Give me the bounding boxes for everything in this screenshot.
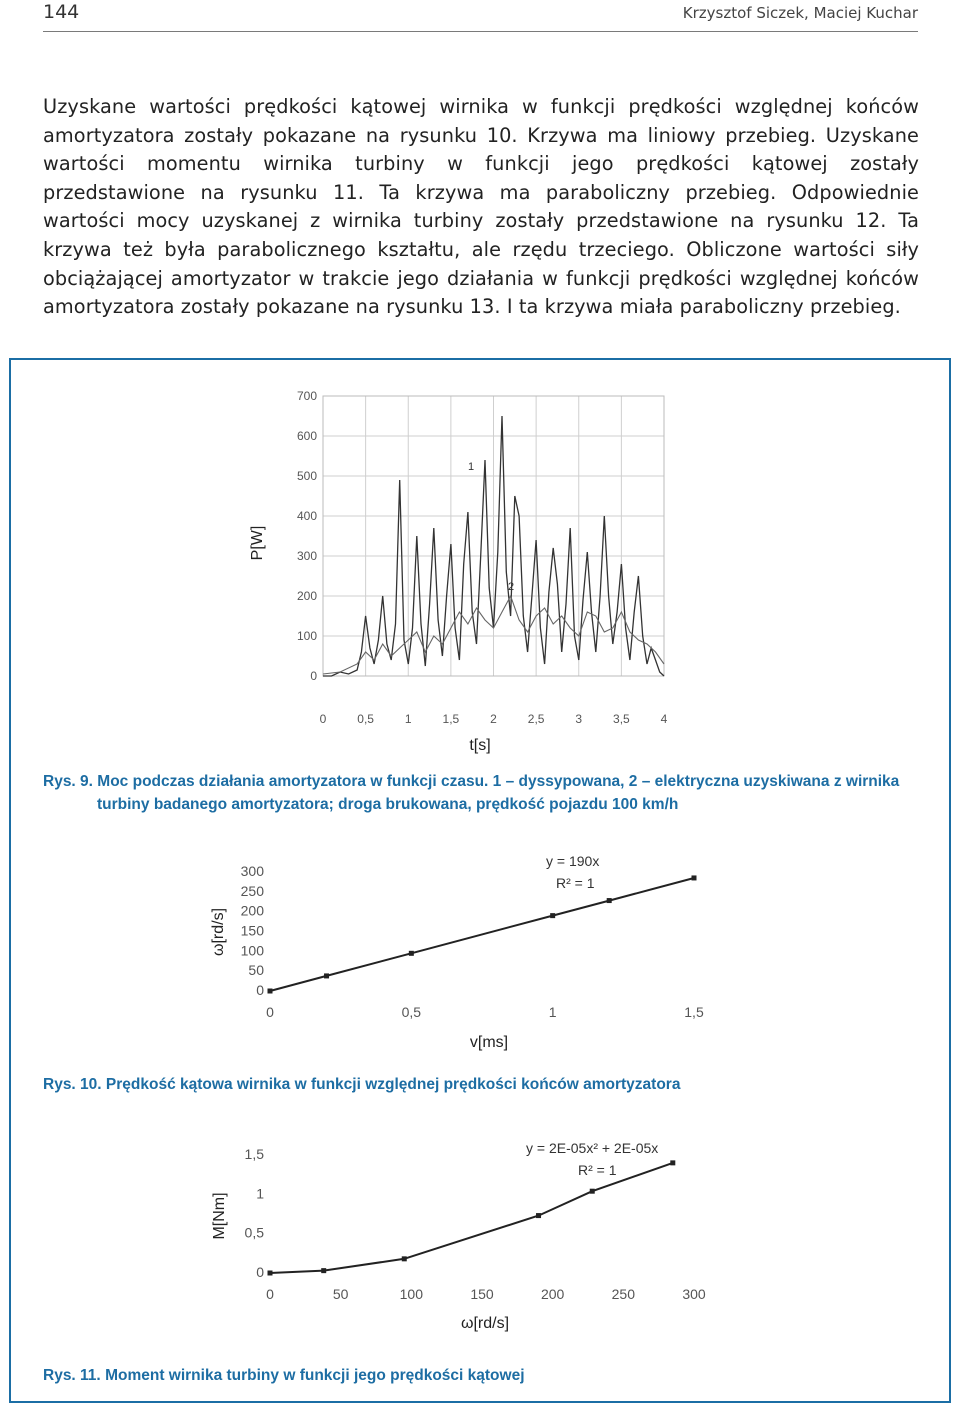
chart2-trend-r2: R² = 1 (556, 875, 595, 891)
chart1-ytick: 700 (296, 389, 317, 403)
figure-11-caption (43, 1364, 913, 1387)
chart3-xtick: 250 (611, 1286, 636, 1302)
chart1-xtick: 3,5 (613, 712, 630, 726)
chart2-xtick: 0 (266, 1004, 274, 1020)
figure-10-caption (43, 1073, 913, 1096)
chart1-xtick: 3 (575, 712, 583, 726)
chart2-ytick: 150 (240, 922, 264, 939)
chart3-xtick: 50 (332, 1286, 349, 1302)
chart1-ylabel: P[W] (249, 525, 266, 561)
chart3-ytick: 0,5 (244, 1224, 264, 1241)
chart3-ylabel: M[Nm] (211, 1192, 228, 1240)
chart1-annotation-2: 2 (508, 581, 515, 593)
figure-11-text: Moment wirnika turbiny w funkcji jego prędkości kątowej (105, 1367, 525, 1384)
chart3-ytick: 0 (256, 1264, 264, 1280)
chart2-ytick: 300 (240, 863, 264, 879)
running-head-authors: Krzysztof Siczek, Maciej Kuchar (682, 4, 918, 22)
chart1-xtick: 4 (660, 712, 668, 726)
chart2-xlabel: v[ms] (469, 1034, 509, 1051)
figure-9-text: Moc podczas działania amortyzatora w funkcji czasu. 1 – dyssypowana, 2 – elektryczna uzyskiwana z wirnika turbiny badanego amortyzatora; droga brukowana, prędkość pojazdu 100 km/h (97, 773, 900, 813)
chart3-ytick: 1 (256, 1185, 264, 1202)
chart1-ytick: 100 (296, 629, 317, 643)
chart2-xtick: 1 (548, 1004, 557, 1020)
chart1-xtick: 2 (490, 712, 497, 726)
chart3-trend-r2: R² = 1 (578, 1162, 617, 1178)
chart1-ytick: 0 (310, 669, 317, 683)
chart3-xtick: 100 (399, 1286, 424, 1302)
body-paragraph: Uzyskane wartości prędkości kątowej wirnika w funkcji prędkości względnej końców amortyzatora zostały pokazane na rysunku 10. Krzywa ma liniowy przebieg. Uzyskane wartości momentu wirnika turbiny w funkcji jego prędkości kątowej zostały przedstawione na rysunku 11. Ta krzywa ma paraboliczny przebieg. Odpowiednie wartości mocy uzyskanej z wirnika turbiny zostały przedstawione na rysunku 12. Ta krzywa też była parabolicznego kształtu, ale rzędu trzeciego. Obliczone wartości siły obciążającej amortyzator w trakcie jego działania w funkcji prędkości względnej końców amortyzatora zostały pokazane na rysunku 13. I ta krzywa miała paraboliczny przebieg. (43, 95, 919, 319)
chart1-xlabel: t[s] (469, 737, 491, 754)
chart3-xtick: 200 (540, 1286, 565, 1302)
page-header (43, 0, 918, 32)
chart1-ytick: 200 (296, 589, 317, 603)
page-number: 144 (43, 1, 80, 23)
figure-9-label: Rys. 9. (43, 773, 93, 790)
chart1-ytick: 300 (296, 549, 317, 563)
chart2-ytick: 250 (240, 882, 264, 899)
chart2-ytick: 100 (240, 942, 264, 959)
chart1-xtick: 0,5 (357, 712, 374, 726)
chart1-annotation-1: 1 (468, 461, 475, 473)
chart3-xtick: 0 (266, 1286, 274, 1302)
figure-10-label: Rys. 10. (43, 1076, 102, 1093)
chart2-ytick: 200 (240, 902, 264, 919)
chart2-ytick: 0 (256, 982, 264, 998)
chart1-ytick: 500 (296, 469, 317, 483)
figure-10-text: Prędkość kątowa wirnika w funkcji względnej prędkości końców amortyzatora (105, 1076, 681, 1093)
chart1-ytick: 600 (296, 429, 317, 443)
chart3-xtick: 150 (470, 1286, 494, 1302)
figure-frame (9, 358, 951, 1403)
chart2-trend-equation: y = 190x (546, 853, 600, 869)
chart1-xtick: 1,5 (442, 712, 460, 726)
chart1-xtick: 1 (404, 712, 412, 726)
chart2-ylabel: ω[rd/s] (210, 907, 227, 957)
chart1-xtick: 2,5 (527, 712, 545, 726)
chart1-xtick: 0 (319, 712, 327, 726)
chart2-xtick: 1,5 (684, 1004, 704, 1020)
figure-11-label: Rys. 11. (43, 1367, 101, 1384)
chart1-ytick: 400 (296, 509, 317, 523)
chart3-xlabel: ω[rd/s] (460, 1315, 510, 1332)
chart3-xtick: 300 (682, 1286, 706, 1302)
chart2-xtick: 0,5 (401, 1004, 422, 1020)
chart3-ytick: 1,5 (244, 1146, 264, 1162)
chart2-ytick: 50 (248, 962, 264, 979)
figure-9-caption (43, 770, 913, 816)
chart3-trend-equation: y = 2E-05x² + 2E-05x (526, 1140, 659, 1156)
